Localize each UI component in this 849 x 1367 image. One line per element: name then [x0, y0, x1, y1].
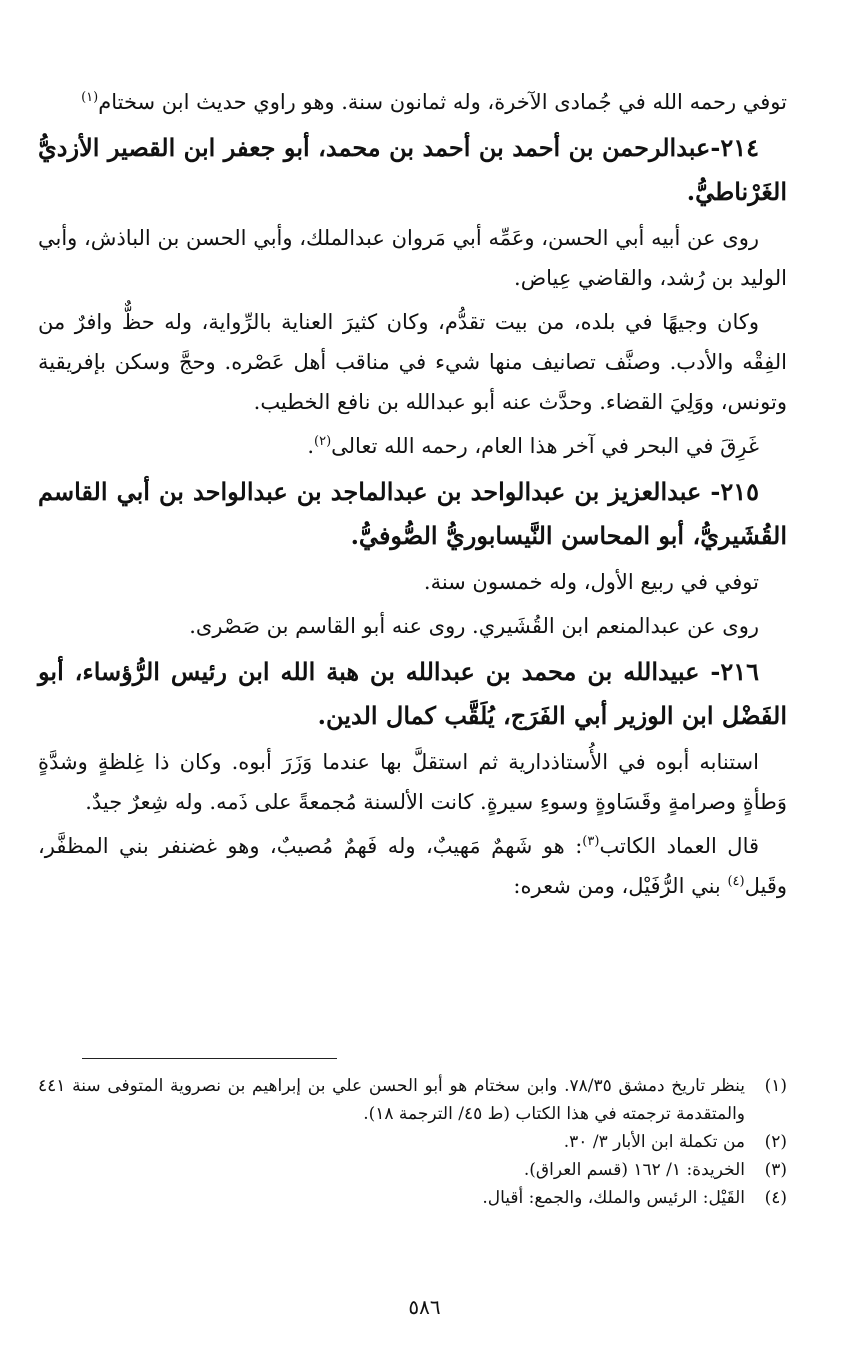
paragraph-text: : هو شَهمٌ مَهيبٌ، وله فَهمٌ مُصيبٌ، وهو غضنفر بني المظفَّر، وقَيل	[38, 834, 787, 898]
footnote-text: من تكملة ابن الأبار ٣/ ٣٠.	[563, 1132, 745, 1152]
paragraph-death-215: توفي في ربيع الأول، وله خمسون سنة.	[423, 570, 759, 594]
paragraph-quote	[38, 826, 787, 906]
footnote-number: (١)	[764, 1076, 787, 1096]
paragraph-teachers: روى عن أبيه أبي الحسن، وعَمِّه أبي مَروان عبدالملك، وأبي الحسن بن الباذش، وأبي الوليد بن رُشد، والقاضي عِياض.	[38, 226, 787, 290]
entry-heading-214: ٢١٤-عبدالرحمن بن أحمد بن أحمد بن محمد، أبو جعفر ابن القصير الأزديُّ الغَرْناطيُّ.	[38, 133, 787, 206]
footnote-text: القَيْل: الرئيس والملك، والجمع: أقيال.	[482, 1188, 745, 1208]
footnote-ref-3: (٣)	[582, 834, 600, 849]
footnote-ref-1: (١)	[81, 90, 99, 105]
paragraph-narration-215: روى عن عبدالمنعم ابن القُشَيري. روى عنه أبو القاسم بن صَصْرى.	[189, 614, 759, 638]
footnote-2	[38, 1128, 787, 1156]
footnote-4	[38, 1184, 787, 1212]
paragraph-drowning	[38, 426, 787, 466]
footnote-text: ينظر تاريخ دمشق ٧٨/٣٥. وابن سختام هو أبو الحسن علي بن إبراهيم بن نصروية المتوفى سنة ٤٤١ والمتقدمة ترجمته في هذا الكتاب (ط ٤٥/ الترجمة ١٨).	[38, 1076, 745, 1124]
paragraph-text: غَرِقَ في البحر في آخر هذا العام، رحمه الله تعالى	[331, 434, 759, 458]
entry-heading-216: ٢١٦- عبيدالله بن محمد بن عبدالله بن هبة الله ابن رئيس الرُّؤساء، أبو الفَضْل ابن الوزير أبي الفَرَج، يُلَقَّب كمال الدين.	[38, 657, 787, 730]
footnote-divider	[82, 1058, 337, 1059]
footnote-3	[38, 1156, 787, 1184]
footnote-number: (٤)	[764, 1188, 787, 1208]
page-number: ٥٨٦	[408, 1295, 441, 1319]
paragraph-character: استنابه أبوه في الأُستاذدارية ثم استقلَّ بها عندما وَزَرَ أبوه. وكان ذا غِلظةٍ وشدَّةٍ وَطأةٍ وصرامةٍ وقَسَاوةٍ وسوءِ سيرةٍ. كانت الألسنة مُجمعةً على ذَمه. وله شِعرٌ جيدٌ.	[38, 750, 787, 814]
main-text	[38, 82, 787, 910]
footnote-ref-2: (٢)	[314, 434, 332, 449]
footnote-number: (٢)	[764, 1132, 787, 1152]
footnote-number: (٣)	[764, 1160, 787, 1180]
period: .	[307, 434, 314, 458]
footnote-1	[38, 1072, 787, 1128]
footnote-text: الخريدة: ١/ ١٦٢ (قسم العراق).	[523, 1160, 745, 1180]
footnote-ref-4: (٤)	[727, 874, 745, 889]
paragraph-text: قال العماد الكاتب	[599, 834, 760, 858]
paragraph-death-note	[38, 82, 787, 122]
paragraph-text: توفي رحمه الله في جُمادى الآخرة، وله ثمانون سنة. وهو راوي حديث ابن سختام	[98, 90, 787, 114]
paragraph-text: بني الرُّفَيْل، ومن شعره:	[513, 874, 728, 898]
paragraph-biography: وكان وجيهًا في بلده، من بيت تقدُّم، وكان كثيرَ العناية بالرِّواية، وله حظٌّ وافرٌ من الفِقْه والأدب. وصنَّف تصانيف منها شيء في مناقب أهل عَصْره. وحجَّ وسكن بإفريقية وتونس، ووَلِيَ القضاء. وحدَّث عنه أبو عبدالله بن نافع الخطيب.	[38, 310, 787, 414]
entry-heading-215: ٢١٥- عبدالعزيز بن عبدالواحد بن عبدالماجد بن عبدالواحد بن أبي القاسم القُشَيريُّ، أبو المحاسن النَّيسابوريُّ الصُّوفيُّ.	[38, 477, 787, 550]
footnotes	[38, 1072, 787, 1212]
